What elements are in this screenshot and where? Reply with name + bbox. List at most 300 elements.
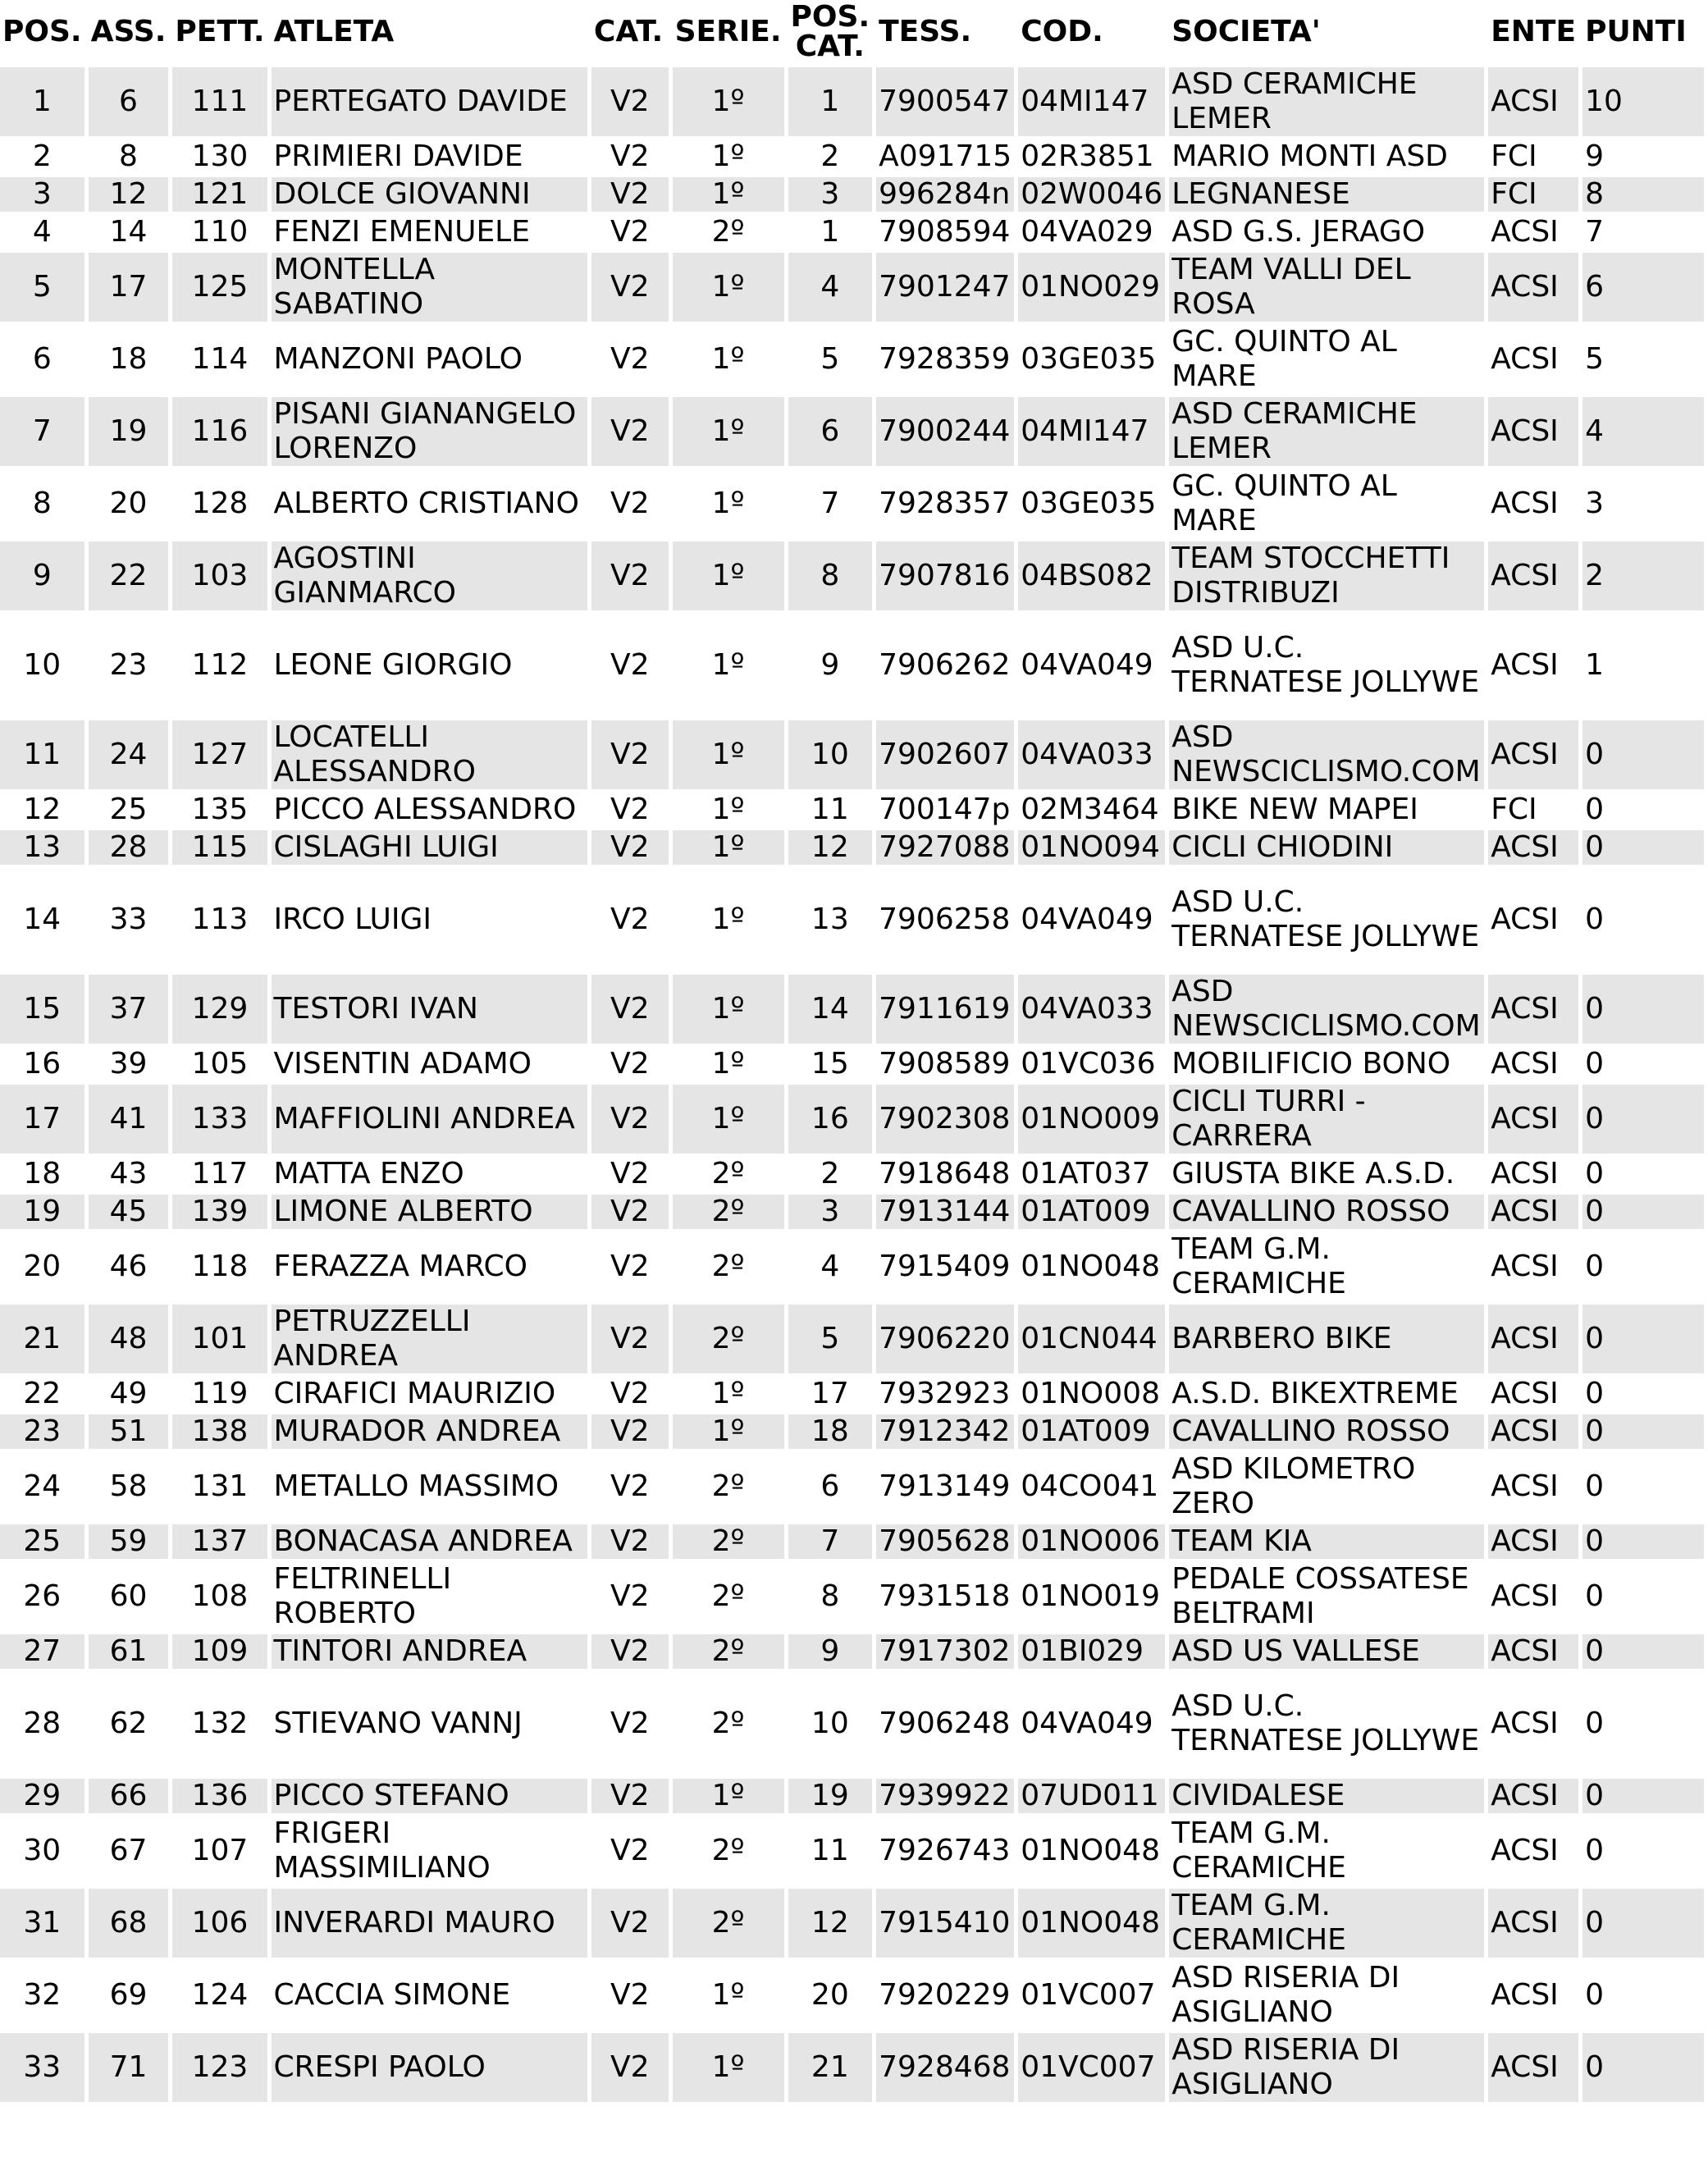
- cell-ass: 69: [109, 1978, 148, 2012]
- cell-punti: 0: [1585, 1250, 1604, 1283]
- cell-ente: ACSI: [1491, 1377, 1559, 1410]
- cell-pos: 7: [0, 397, 84, 466]
- cell-pos: 19: [0, 1195, 84, 1229]
- cell-atleta: PETRUZZELLI ANDREA: [272, 1305, 587, 1373]
- cell-ente: ACSI: [1491, 1834, 1559, 1867]
- cell-pos: 28: [23, 1707, 62, 1740]
- cell-ass: 28: [89, 830, 169, 865]
- cell-cat: V2: [591, 2033, 669, 2102]
- cell-ente: ACSI: [1488, 1634, 1578, 1669]
- table-row: [0, 1414, 1704, 1449]
- cell-ass: 23: [109, 648, 148, 682]
- cell-tess: 7908594: [879, 215, 1011, 249]
- cell-ass: 51: [89, 1414, 169, 1449]
- cell-pos-cat: 4: [788, 253, 873, 322]
- cell-serie: 2º: [673, 1524, 784, 1559]
- table-row: [0, 541, 1704, 610]
- header-societa: SOCIETA': [1171, 15, 1321, 48]
- cell-atleta: PISANI GIANANGELO LORENZO: [272, 397, 587, 466]
- cell-ente: ACSI: [1488, 1889, 1578, 1958]
- cell-pos-cat: 9: [820, 648, 840, 682]
- cell-ass: 12: [89, 177, 169, 212]
- cell-cat: V2: [610, 793, 650, 826]
- cell-cat: V2: [610, 648, 650, 682]
- cell-pett: 113: [191, 902, 249, 936]
- cell-ente: FCI: [1491, 139, 1537, 173]
- cell-ass: 25: [109, 793, 148, 826]
- cell-cod: 01NO019: [1021, 1579, 1160, 1613]
- table-row: [0, 1452, 1704, 1521]
- cell-pos: 4: [32, 215, 52, 249]
- cell-punti: 4: [1582, 397, 1704, 466]
- cell-atleta: CIRAFICI MAURIZIO: [273, 1377, 556, 1410]
- cell-ente: ACSI: [1488, 541, 1578, 610]
- cell-atleta: FERAZZA MARCO: [273, 1250, 527, 1283]
- cell-pos-cat: 7: [788, 1524, 873, 1559]
- cell-ente: FCI: [1488, 177, 1578, 212]
- table-row: [0, 1195, 1704, 1229]
- cell-atleta: LEONE GIORGIO: [273, 648, 513, 682]
- cell-societa: GC. QUINTO AL MARE: [1171, 469, 1397, 537]
- cell-pos: 3: [0, 177, 84, 212]
- cell-serie: 1º: [673, 1085, 784, 1154]
- cell-ente: ACSI: [1488, 1195, 1578, 1229]
- cell-atleta: BONACASA ANDREA: [272, 1524, 587, 1559]
- cell-atleta: CISLAGHI LUIGI: [272, 830, 587, 865]
- cell-ass: 6: [89, 67, 169, 136]
- cell-cat: V2: [591, 541, 669, 610]
- cell-serie: 1º: [673, 541, 784, 610]
- cell-cod: 02W0046: [1018, 177, 1165, 212]
- cell-cat: V2: [591, 1889, 669, 1958]
- cell-punti: 0: [1582, 1889, 1704, 1958]
- cell-cod: 07UD011: [1018, 1779, 1165, 1813]
- cell-pos: 30: [23, 1834, 62, 1867]
- cell-tess: 7906220: [876, 1305, 1014, 1373]
- header-row: [0, 0, 1704, 64]
- cell-punti: 0: [1582, 1085, 1704, 1154]
- cell-serie: 1º: [711, 487, 745, 520]
- cell-pos: 33: [0, 2033, 84, 2102]
- cell-serie: 1º: [673, 177, 784, 212]
- cell-pos: 21: [0, 1305, 84, 1373]
- cell-pett: 121: [172, 177, 267, 212]
- cell-ente: ACSI: [1491, 1978, 1559, 2012]
- cell-serie: 1º: [673, 830, 784, 865]
- cell-serie: 1º: [673, 975, 784, 1044]
- cell-pett: 136: [172, 1779, 267, 1813]
- cell-pos-cat: 12: [788, 830, 873, 865]
- cell-pett: 106: [172, 1889, 267, 1958]
- cell-ente: ACSI: [1488, 830, 1578, 865]
- table-row: [0, 1524, 1704, 1559]
- cell-atleta: PICCO ALESSANDRO: [273, 793, 577, 826]
- cell-punti: 0: [1585, 1157, 1604, 1190]
- cell-cat: V2: [591, 177, 669, 212]
- cell-cod: 04VA033: [1018, 975, 1165, 1044]
- cell-pos: 20: [23, 1250, 62, 1283]
- cell-tess: 7901247: [876, 253, 1014, 322]
- cell-tess: 7926743: [879, 1834, 1011, 1867]
- cell-punti: 0: [1582, 830, 1704, 865]
- cell-cat: V2: [591, 1779, 669, 1813]
- cell-ass: 71: [89, 2033, 169, 2102]
- cell-serie: 1º: [711, 1047, 745, 1081]
- cell-tess: 700147p: [879, 793, 1011, 826]
- header-punti: PUNTI: [1585, 15, 1687, 48]
- cell-pett: 111: [172, 67, 267, 136]
- cell-cat: V2: [591, 1085, 669, 1154]
- cell-cod: 01NO009: [1018, 1085, 1165, 1154]
- cell-ass: 14: [109, 215, 148, 249]
- cell-pos: 22: [23, 1377, 62, 1410]
- cell-serie: 1º: [673, 397, 784, 466]
- cell-ass: 68: [89, 1889, 169, 1958]
- cell-societa: CICLI TURRI - CARRERA: [1169, 1085, 1484, 1154]
- cell-cat: V2: [591, 975, 669, 1044]
- cell-serie: 1º: [711, 139, 745, 173]
- cell-pos-cat: 5: [788, 1305, 873, 1373]
- cell-pos-cat: 1: [820, 215, 840, 249]
- cell-cod: 04VA033: [1018, 720, 1165, 789]
- cell-societa: ASD RISERIA DI ASIGLIANO: [1169, 2033, 1484, 2102]
- cell-pos-cat: 8: [788, 541, 873, 610]
- cell-tess: 7900244: [876, 397, 1014, 466]
- cell-ente: ACSI: [1491, 902, 1559, 936]
- cell-tess: 7939922: [876, 1779, 1014, 1813]
- cell-pett: 131: [191, 1469, 249, 1503]
- cell-atleta: PICCO STEFANO: [272, 1779, 587, 1813]
- cell-cat: V2: [591, 830, 669, 865]
- table-row: [0, 253, 1704, 322]
- cell-serie: 2º: [711, 1157, 745, 1190]
- cell-pos-cat: 5: [820, 342, 840, 376]
- table-row: [0, 1305, 1704, 1373]
- cell-pos: 27: [0, 1634, 84, 1669]
- cell-ente: ACSI: [1491, 1579, 1559, 1613]
- cell-ass: 17: [89, 253, 169, 322]
- cell-tess: 7906262: [879, 648, 1011, 682]
- cell-ass: 43: [109, 1157, 148, 1190]
- cell-pos-cat: 10: [788, 720, 873, 789]
- table-row: [0, 1157, 1704, 1191]
- cell-cod: 01AT037: [1021, 1157, 1151, 1190]
- cell-punti: 0: [1585, 793, 1604, 826]
- cell-cat: V2: [610, 1377, 650, 1410]
- cell-pos-cat: 14: [788, 975, 873, 1044]
- cell-atleta: CRESPI PAOLO: [272, 2033, 587, 2102]
- cell-pos: 10: [23, 648, 62, 682]
- cell-pos-cat: 6: [788, 397, 873, 466]
- cell-pos: 23: [0, 1414, 84, 1449]
- cell-pos: 11: [0, 720, 84, 789]
- cell-cat: V2: [591, 720, 669, 789]
- cell-societa: ASD KILOMETRO ZERO: [1171, 1452, 1416, 1520]
- cell-pett: 115: [172, 830, 267, 865]
- cell-pos: 31: [0, 1889, 84, 1958]
- cell-cat: V2: [610, 1707, 650, 1740]
- cell-atleta: STIEVANO VANNJ: [273, 1707, 523, 1740]
- cell-punti: 0: [1582, 1414, 1704, 1449]
- cell-tess: 7902308: [876, 1085, 1014, 1154]
- cell-cat: V2: [591, 397, 669, 466]
- cell-punti: 0: [1582, 1634, 1704, 1669]
- cell-ente: ACSI: [1488, 1524, 1578, 1559]
- table-row: [0, 1816, 1704, 1885]
- cell-punti: 0: [1582, 2033, 1704, 2102]
- cell-ente: ACSI: [1488, 397, 1578, 466]
- header-cod: COD.: [1021, 15, 1103, 48]
- cell-ente: ACSI: [1491, 1047, 1559, 1081]
- cell-punti: 0: [1585, 1469, 1604, 1503]
- cell-pett: 109: [172, 1634, 267, 1669]
- cell-atleta: FELTRINELLI ROBERTO: [273, 1562, 452, 1630]
- cell-societa: TEAM STOCCHETTI DISTRIBUZI: [1169, 541, 1484, 610]
- cell-ass: 41: [89, 1085, 169, 1154]
- table-row: [0, 215, 1704, 249]
- cell-tess: 7913149: [879, 1469, 1011, 1503]
- cell-pos-cat: 7: [820, 487, 840, 520]
- table-row: [0, 177, 1704, 212]
- cell-punti: 3: [1585, 487, 1604, 520]
- cell-cat: V2: [591, 1414, 669, 1449]
- cell-tess: 7917302: [876, 1634, 1014, 1669]
- cell-tess: 7908589: [879, 1047, 1011, 1081]
- cell-ass: 33: [109, 902, 148, 936]
- cell-pos: 18: [23, 1157, 62, 1190]
- cell-societa: ASD NEWSCICLISMO.COM: [1169, 720, 1484, 789]
- cell-punti: 9: [1585, 139, 1604, 173]
- cell-ente: FCI: [1491, 793, 1537, 826]
- cell-tess: 7918648: [879, 1157, 1011, 1190]
- cell-ass: 19: [89, 397, 169, 466]
- cell-serie: 1º: [711, 342, 745, 376]
- cell-pett: 127: [172, 720, 267, 789]
- cell-serie: 1º: [711, 1377, 745, 1410]
- cell-pett: 110: [191, 215, 249, 249]
- cell-societa: A.S.D. BIKEXTREME: [1171, 1377, 1459, 1410]
- cell-pett: 117: [191, 1157, 249, 1190]
- cell-cod: 04VA049: [1021, 648, 1153, 682]
- cell-tess: 7928359: [879, 342, 1011, 376]
- cell-punti: 0: [1582, 1779, 1704, 1813]
- cell-tess: 7928468: [876, 2033, 1014, 2102]
- cell-cod: 04MI147: [1018, 397, 1165, 466]
- cell-serie: 2º: [711, 1707, 745, 1740]
- cell-societa: LEGNANESE: [1169, 177, 1484, 212]
- table-row: [0, 1961, 1704, 2030]
- header-atleta: ATLETA: [273, 15, 395, 48]
- cell-punti: 7: [1585, 215, 1604, 249]
- cell-ente: ACSI: [1491, 1707, 1559, 1740]
- cell-ass: 20: [109, 487, 148, 520]
- cell-tess: 7915409: [879, 1250, 1011, 1283]
- cell-cat: V2: [610, 1978, 650, 2012]
- cell-societa: GC. QUINTO AL MARE: [1171, 325, 1397, 393]
- cell-societa: ASD U.C. TERNATESE JOLLYWE: [1171, 631, 1480, 699]
- cell-ente: ACSI: [1488, 1085, 1578, 1154]
- cell-serie: 1º: [673, 1414, 784, 1449]
- cell-pett: 132: [191, 1707, 249, 1740]
- table-row: [0, 614, 1704, 717]
- cell-pos-cat: 4: [820, 1250, 840, 1283]
- cell-pett: 125: [172, 253, 267, 322]
- cell-ass: 18: [109, 342, 148, 376]
- cell-atleta: FRIGERI MASSIMILIANO: [273, 1816, 491, 1885]
- cell-pos-cat: 3: [788, 177, 873, 212]
- cell-pos: 5: [0, 253, 84, 322]
- table-row: [0, 1047, 1704, 1081]
- cell-societa: ASD RISERIA DI ASIGLIANO: [1171, 1961, 1400, 2029]
- cell-serie: 2º: [711, 1469, 745, 1503]
- cell-cod: 04VA029: [1021, 215, 1153, 249]
- cell-societa: ASD US VALLESE: [1169, 1634, 1484, 1669]
- cell-societa: MARIO MONTI ASD: [1171, 139, 1448, 173]
- header-cat: CAT.: [593, 15, 664, 48]
- cell-atleta: ALBERTO CRISTIANO: [273, 487, 579, 520]
- cell-societa: PEDALE COSSATESE BELTRAMI: [1171, 1562, 1469, 1630]
- cell-pett: 128: [191, 487, 249, 520]
- cell-pos-cat: 16: [788, 1085, 873, 1154]
- cell-cod: 01AT009: [1018, 1195, 1165, 1229]
- cell-ente: ACSI: [1488, 1305, 1578, 1373]
- cell-pos: 29: [0, 1779, 84, 1813]
- cell-tess: 7931518: [879, 1579, 1011, 1613]
- cell-pos-cat: 2: [820, 1157, 840, 1190]
- cell-atleta: AGOSTINI GIANMARCO: [272, 541, 587, 610]
- cell-pos: 2: [32, 139, 52, 173]
- header-pett: PETT.: [175, 15, 265, 48]
- cell-pos: 32: [23, 1978, 62, 2012]
- cell-tess: 7902607: [876, 720, 1014, 789]
- cell-cat: V2: [610, 1157, 650, 1190]
- cell-pos-cat: 6: [820, 1469, 840, 1503]
- cell-tess: 996284n: [876, 177, 1014, 212]
- cell-atleta: MAFFIOLINI ANDREA: [272, 1085, 587, 1154]
- cell-punti: 5: [1585, 342, 1604, 376]
- cell-punti: 0: [1585, 1377, 1604, 1410]
- cell-pos: 12: [23, 793, 62, 826]
- cell-pos-cat: 15: [811, 1047, 849, 1081]
- cell-ass: 59: [89, 1524, 169, 1559]
- cell-pett: 107: [191, 1834, 249, 1867]
- table-row: [0, 975, 1704, 1044]
- cell-serie: 2º: [711, 1579, 745, 1613]
- cell-ente: ACSI: [1488, 67, 1578, 136]
- cell-societa: BIKE NEW MAPEI: [1171, 793, 1418, 826]
- cell-societa: GIUSTA BIKE A.S.D.: [1171, 1157, 1455, 1190]
- table-row: [0, 1562, 1704, 1631]
- cell-societa: TEAM G.M. CERAMICHE: [1171, 1816, 1346, 1885]
- cell-cod: 01NO094: [1018, 830, 1165, 865]
- cell-cat: V2: [591, 1524, 669, 1559]
- cell-societa: TEAM KIA: [1169, 1524, 1484, 1559]
- table-row: [0, 1672, 1704, 1775]
- cell-cod: 01VC007: [1018, 2033, 1165, 2102]
- cell-pett: 118: [191, 1250, 249, 1283]
- cell-ente: ACSI: [1491, 487, 1559, 520]
- cell-pett: 137: [172, 1524, 267, 1559]
- cell-pett: 129: [172, 975, 267, 1044]
- cell-serie: 1º: [673, 67, 784, 136]
- table-row: [0, 1377, 1704, 1411]
- cell-pett: 135: [191, 793, 249, 826]
- cell-serie: 2º: [673, 1195, 784, 1229]
- cell-pos: 6: [32, 342, 52, 376]
- cell-pett: 114: [191, 342, 249, 376]
- cell-serie: 2º: [673, 1889, 784, 1958]
- cell-punti: 0: [1585, 902, 1604, 936]
- cell-cat: V2: [610, 1579, 650, 1613]
- table-row: [0, 469, 1704, 538]
- cell-pos: 24: [23, 1469, 62, 1503]
- cell-pos: 14: [23, 902, 62, 936]
- cell-ente: ACSI: [1491, 215, 1559, 249]
- cell-serie: 2º: [673, 1634, 784, 1669]
- cell-cat: V2: [610, 215, 650, 249]
- cell-pos: 17: [0, 1085, 84, 1154]
- table-row: [0, 830, 1704, 865]
- cell-pett: 119: [191, 1377, 249, 1410]
- cell-punti: 0: [1582, 1305, 1704, 1373]
- cell-pos: 8: [32, 487, 52, 520]
- cell-ass: 46: [109, 1250, 148, 1283]
- cell-punti: 0: [1582, 975, 1704, 1044]
- cell-punti: 10: [1582, 67, 1704, 136]
- cell-cod: 01NO048: [1021, 1834, 1160, 1867]
- cell-cat: V2: [610, 902, 650, 936]
- cell-cod: 03GE035: [1021, 342, 1157, 376]
- cell-ente: ACSI: [1491, 1469, 1559, 1503]
- cell-pos-cat: 12: [788, 1889, 873, 1958]
- cell-pos: 9: [0, 541, 84, 610]
- table-row: [0, 1085, 1704, 1154]
- cell-atleta: FENZI EMENUELE: [273, 215, 530, 249]
- cell-tess: 7911619: [876, 975, 1014, 1044]
- cell-punti: 0: [1585, 1579, 1604, 1613]
- cell-tess: 7915410: [876, 1889, 1014, 1958]
- cell-cod: 01NO048: [1021, 1250, 1160, 1283]
- cell-societa: TEAM G.M. CERAMICHE: [1171, 1232, 1346, 1300]
- cell-pett: 105: [191, 1047, 249, 1081]
- cell-serie: 1º: [711, 793, 745, 826]
- header-tess: TESS.: [879, 15, 972, 48]
- cell-cat: V2: [610, 1250, 650, 1283]
- cell-pett: 101: [172, 1305, 267, 1373]
- cell-ass: 8: [119, 139, 138, 173]
- cell-societa: ASD CERAMICHE LEMER: [1169, 397, 1484, 466]
- cell-serie: 1º: [711, 648, 745, 682]
- cell-ente: ACSI: [1488, 253, 1578, 322]
- cell-societa: ASD NEWSCICLISMO.COM: [1169, 975, 1484, 1044]
- cell-pett: 123: [172, 2033, 267, 2102]
- cell-societa: BARBERO BIKE: [1169, 1305, 1484, 1373]
- cell-cod: 01VC036: [1021, 1047, 1156, 1081]
- cell-cat: V2: [610, 139, 650, 173]
- cell-pos-cat: 19: [788, 1779, 873, 1813]
- cell-cod: 02M3464: [1021, 793, 1159, 826]
- cell-serie: 1º: [673, 253, 784, 322]
- cell-pett: 116: [172, 397, 267, 466]
- cell-cat: V2: [610, 1469, 650, 1503]
- cell-punti: 2: [1582, 541, 1704, 610]
- cell-cat: V2: [591, 1195, 669, 1229]
- cell-cat: V2: [610, 487, 650, 520]
- cell-atleta: LOCATELLI ALESSANDRO: [272, 720, 587, 789]
- cell-atleta: TESTORI IVAN: [272, 975, 587, 1044]
- cell-punti: 1: [1585, 648, 1604, 682]
- cell-ass: 45: [89, 1195, 169, 1229]
